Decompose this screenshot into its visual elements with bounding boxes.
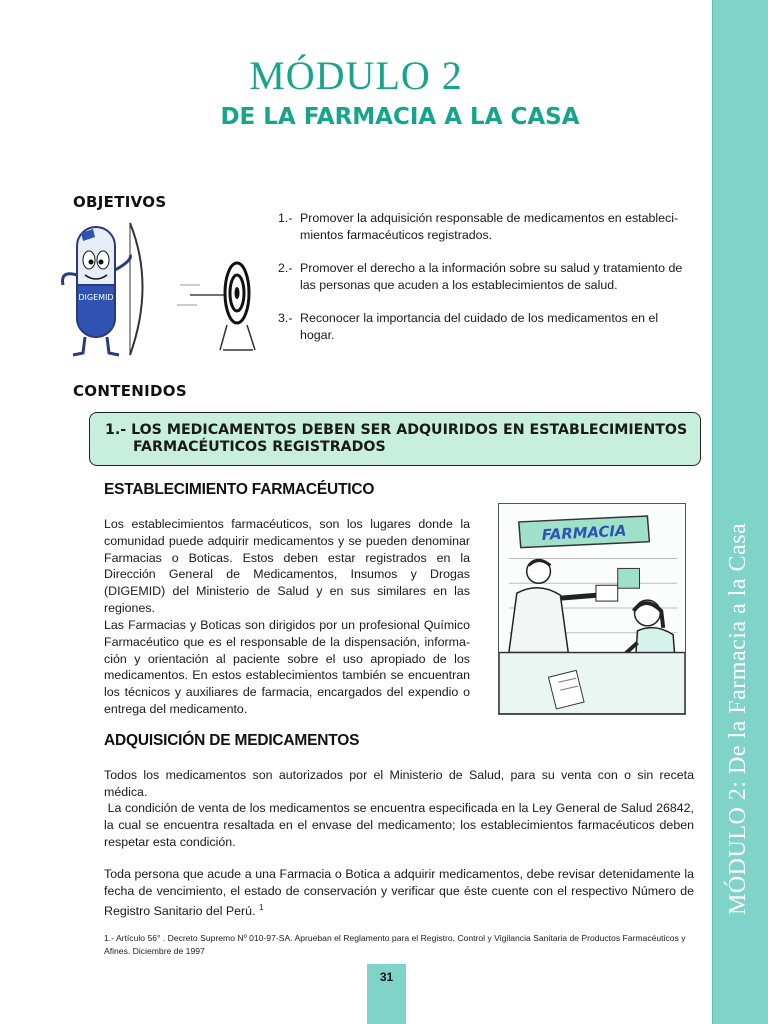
objetivo-number: 1.-: [278, 211, 293, 225]
establecimiento-heading: ESTABLECIMIENTO FARMACÉUTICO: [104, 481, 375, 498]
page-number: 31: [367, 964, 406, 1024]
objetivo-item: [278, 260, 696, 294]
mascot-capsule: [63, 227, 131, 355]
objetivos-heading: OBJETIVOS: [73, 193, 167, 211]
objetivo-number: 3.-: [278, 311, 293, 325]
pharmacy-illustration: [498, 503, 686, 715]
footnote-reference: 1: [258, 902, 264, 912]
adquisicion-heading: ADQUISICIÓN DE MEDICAMENTOS: [104, 732, 360, 749]
adquisicion-paragraph-3-text: Toda persona que acude a una Farmacia o Botica a adquirir medicamentos, debe revisar detenidamente la fecha de vencimiento, el estado de conservación y verificar que éste cuente con el respectivo Número de Registro Sanitario del Perú.: [104, 867, 694, 918]
farmacia-sign: [519, 516, 650, 548]
contenido-topic-line2: FARMACÉUTICOS REGISTRADOS: [133, 439, 386, 455]
contenido-topic-box: [89, 412, 701, 466]
adquisicion-paragraph-2: La condición de venta de los medicamentos se encuentra especificada en la Ley General de Salud 26842, la cual se encuentra resaltada en el envase del medicamento; los establecimientos farmacéuticos deben respetar esta condición.: [104, 801, 698, 849]
objetivo-text: Reconocer la importancia del cuidado de los medicamentos en el hogar.: [300, 311, 659, 342]
objetivo-item: [278, 210, 696, 244]
module-subtitle: DE LA FARMACIA A LA CASA: [220, 104, 580, 130]
footnote: 1.- Artículo 56° . Decreto Supremo Nº 010-97-SA. Aprueban el Reglamento para el Registro, Control y Vigilancia Sanitaria de Productos Farmacéuticos y Afines. Diciembre de 1997: [104, 933, 686, 956]
sidebar-band: [712, 0, 768, 1024]
adquisicion-paragraph-3: [104, 866, 694, 920]
archery-mascot-illustration: [55, 215, 270, 365]
establecimiento-paragraph-2: Las Farmacias y Boticas son dirigidos por un profesional Químico Farmacéutico que es el responsable de la dispensación, informa-ción y orientación al paciente sobre el uso apropiado de los medicamentos. En estos establecimientos también se encuentran los técnicos y auxiliares de farmacia, encargados del expendio o entrega del medicamento.: [104, 618, 470, 716]
contenido-topic-line1: 1.- LOS MEDICAMENTOS DEBEN SER ADQUIRIDOS EN ESTABLECIMIENTOS: [105, 422, 688, 438]
sidebar-label: MÓDULO 2: De la Farmacia a la Casa: [725, 522, 751, 915]
farmacia-sign-label: FARMACIA: [541, 522, 627, 544]
objetivo-item: [278, 310, 696, 344]
establecimiento-paragraph-1: Los establecimientos farmacéuticos, son los lugares donde la comunidad puede adquirir medicamentos y se pueden denominar Farmacias o Boticas. Estos deben estar registrados en la Dirección General de Medicamentos, Insumos y Drogas (DIGEMID) del Ministerio de Salud y en sus similares en las regiones.: [104, 517, 470, 615]
objetivo-text: Promover la adquisición responsable de medicamentos en estableci-mientos farmacéuticos registrados.: [300, 211, 679, 242]
objetivos-list: [278, 210, 696, 360]
adquisicion-paragraph-1: Todos los medicamentos son autorizados por el Ministerio de Salud, para su venta con o sin receta médica.: [104, 768, 694, 799]
objetivo-text: Promover el derecho a la información sobre su salud y tratamiento de las personas que acuden a los establecimientos de salud.: [300, 261, 683, 292]
module-title: MÓDULO 2: [249, 53, 463, 98]
objetivo-number: 2.-: [278, 261, 293, 275]
mascot-label: DIGEMID: [78, 293, 114, 302]
contenidos-heading: CONTENIDOS: [73, 382, 187, 400]
